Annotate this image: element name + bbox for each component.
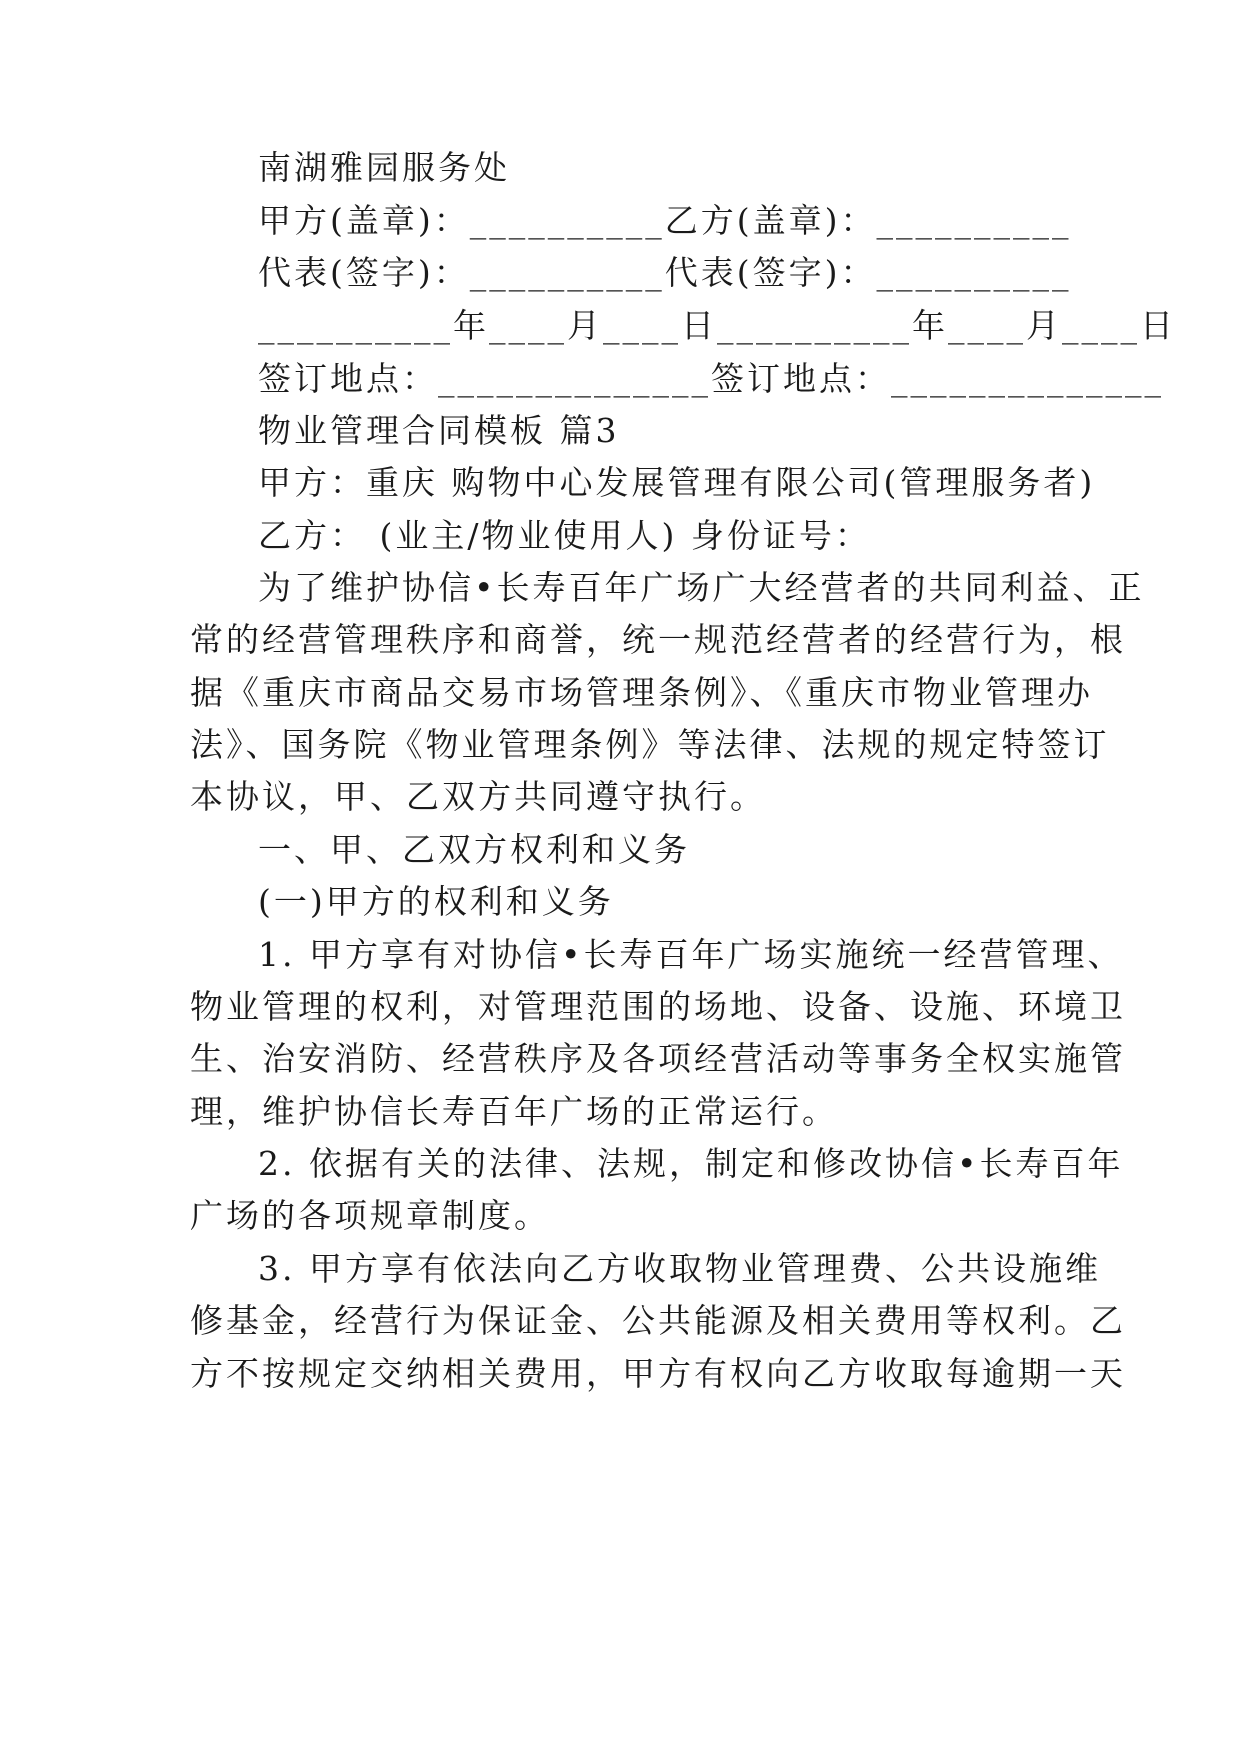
party-b-line: 乙方： (业主/物业使用人) 身份证号： [258,516,871,555]
clause-2-line: 2. 依据有关的法律、法规，制定和修改协信•长寿百年 [258,1144,1124,1183]
clause-2-line: 广场的各项规章制度。 [190,1196,550,1235]
seal-line: 甲方(盖章)：__________乙方(盖章)：__________ [258,201,1072,240]
representative-line: 代表(签字)：__________代表(签字)：__________ [258,253,1072,292]
clause-1-line: 1. 甲方享有对协信•长寿百年广场实施统一经营管理、 [258,935,1124,974]
heading-party-a-rights: (一)甲方的权利和义务 [258,882,614,921]
preamble-line: 本协议，甲、乙双方共同遵守执行。 [190,777,766,816]
preamble-line: 常的经营管理秩序和商誉，统一规范经营者的经营行为，根 [190,620,1126,659]
preamble-line: 为了维护协信•长寿百年广场广大经营者的共同利益、正 [258,568,1145,607]
clause-1-line: 物业管理的权利，对管理范围的场地、设备、设施、环境卫 [190,987,1126,1026]
section-title: 物业管理合同模板 篇3 [258,411,620,450]
clause-3-line: 方不按规定交纳相关费用，甲方有权向乙方收取每逾期一天 [190,1354,1126,1393]
preamble-line: 法》、国务院《物业管理条例》等法律、法规的规定特签订 [190,725,1110,764]
clause-3-line: 修基金，经营行为保证金、公共能源及相关费用等权利。乙 [190,1301,1126,1340]
date-line: __________年____月____日__________年____月____日 [258,306,1176,345]
heading-rights-obligations: 一、甲、乙双方权利和义务 [258,830,690,869]
sign-place-line: 签订地点：______________签订地点：______________ [258,359,1164,398]
clause-1-line: 生、治安消防、经营秩序及各项经营活动等事务全权实施管 [190,1039,1126,1078]
clause-1-line: 理，维护协信长寿百年广场的正常运行。 [190,1092,838,1131]
party-a-line: 甲方：重庆 购物中心发展管理有限公司(管理服务者) [258,463,1096,502]
org-name: 南湖雅园服务处 [258,148,510,187]
preamble-line: 据《重庆市商品交易市场管理条例》、《重庆市物业管理办 [190,673,1093,712]
clause-3-line: 3. 甲方享有依法向乙方收取物业管理费、公共设施维 [258,1249,1101,1288]
